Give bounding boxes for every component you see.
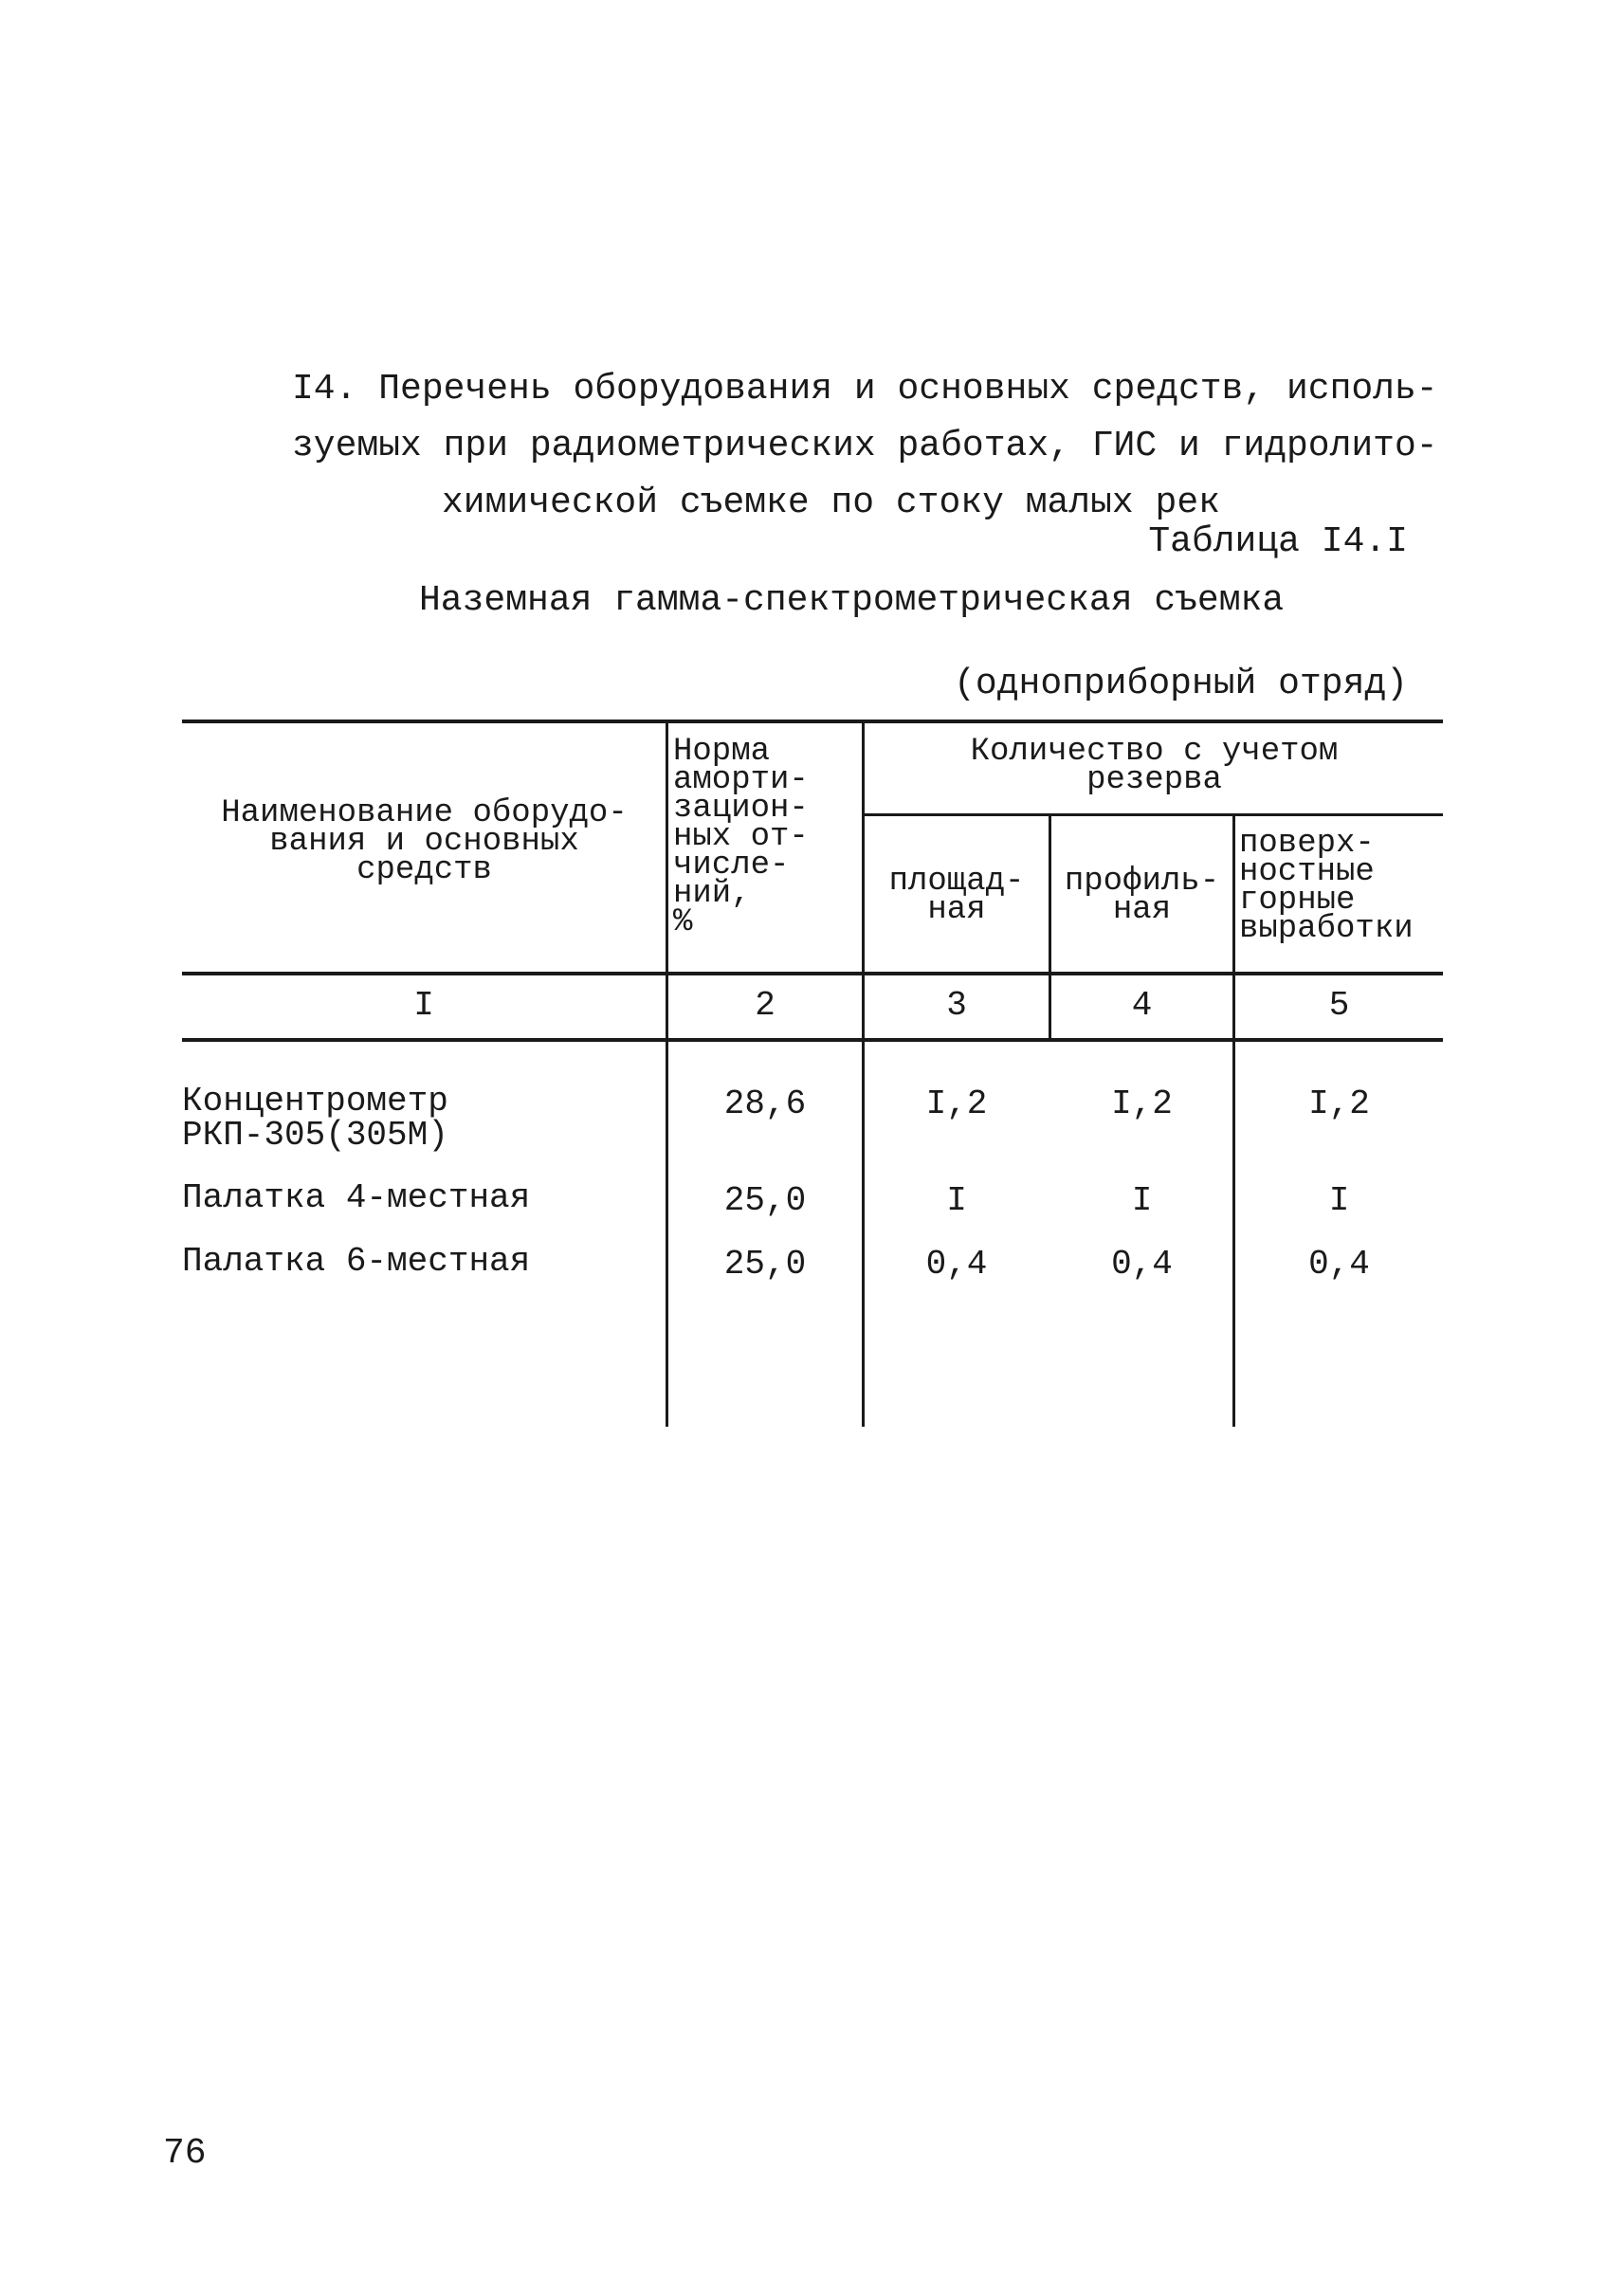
- header-profile: профиль- ная: [1064, 864, 1220, 928]
- table-row-1-areal: I,2: [925, 1084, 988, 1123]
- table-top-rule: [182, 720, 1443, 723]
- col-divider-2: [862, 721, 865, 1427]
- col-number-3: 3: [946, 986, 967, 1025]
- table-row-3-name: Палатка 6-местная: [182, 1242, 531, 1281]
- section-heading-line-1: I4. Перечень оборудования и основных средств, исполь-: [292, 369, 1438, 410]
- table-row-1-profile: I,2: [1111, 1084, 1173, 1123]
- section-heading-line-3: химической съемке по стоку малых рек: [442, 483, 1220, 523]
- header-name: Наименование оборудо- вания и основных средств: [221, 795, 628, 888]
- col-divider-1: [666, 721, 668, 1427]
- table-label: Таблица I4.I: [1148, 521, 1408, 562]
- col-number-5: 5: [1328, 986, 1350, 1025]
- section-heading-line-2: зуемых при радиометрических работах, ГИС и гидролито-: [292, 426, 1438, 466]
- subheader-rule: [863, 813, 1443, 816]
- table-row-3-surface: 0,4: [1308, 1245, 1370, 1284]
- header-bottom-rule: [182, 972, 1443, 975]
- table-row-2-surface: I: [1328, 1181, 1350, 1220]
- header-quantity: Количество с учетом резерва: [970, 734, 1339, 798]
- table-row-3-norm: 25,0: [723, 1245, 807, 1284]
- table-row-2-areal: I: [946, 1181, 967, 1220]
- page-number: 76: [163, 2133, 207, 2174]
- table-row-3-profile: 0,4: [1111, 1245, 1173, 1284]
- header-norm: Норма аморти- зацион- ных от- числе- ний, %: [673, 734, 809, 940]
- table-row-1-surface: I,2: [1308, 1084, 1370, 1123]
- table-row-3-areal: 0,4: [925, 1245, 988, 1284]
- table-unit-note: (однoприборный отряд): [954, 664, 1408, 704]
- col-number-1: I: [413, 986, 434, 1025]
- table-row-2-norm: 25,0: [723, 1181, 807, 1220]
- table-row-2-name: Палатка 4-местная: [182, 1178, 531, 1217]
- col-number-2: 2: [755, 986, 776, 1025]
- table-row-1-name: Концентрометр РКП-305(305М): [182, 1082, 448, 1155]
- header-areal: площад- ная: [888, 864, 1025, 928]
- table-row-1-norm: 28,6: [723, 1084, 807, 1123]
- table-row-2-profile: I: [1131, 1181, 1153, 1220]
- header-surface: поверх- ностные горные выработки: [1239, 826, 1414, 947]
- numbers-bottom-rule: [182, 1038, 1443, 1042]
- col-number-4: 4: [1131, 986, 1153, 1025]
- table-caption: Наземная гамма-спектрометрическая съемка: [419, 580, 1285, 621]
